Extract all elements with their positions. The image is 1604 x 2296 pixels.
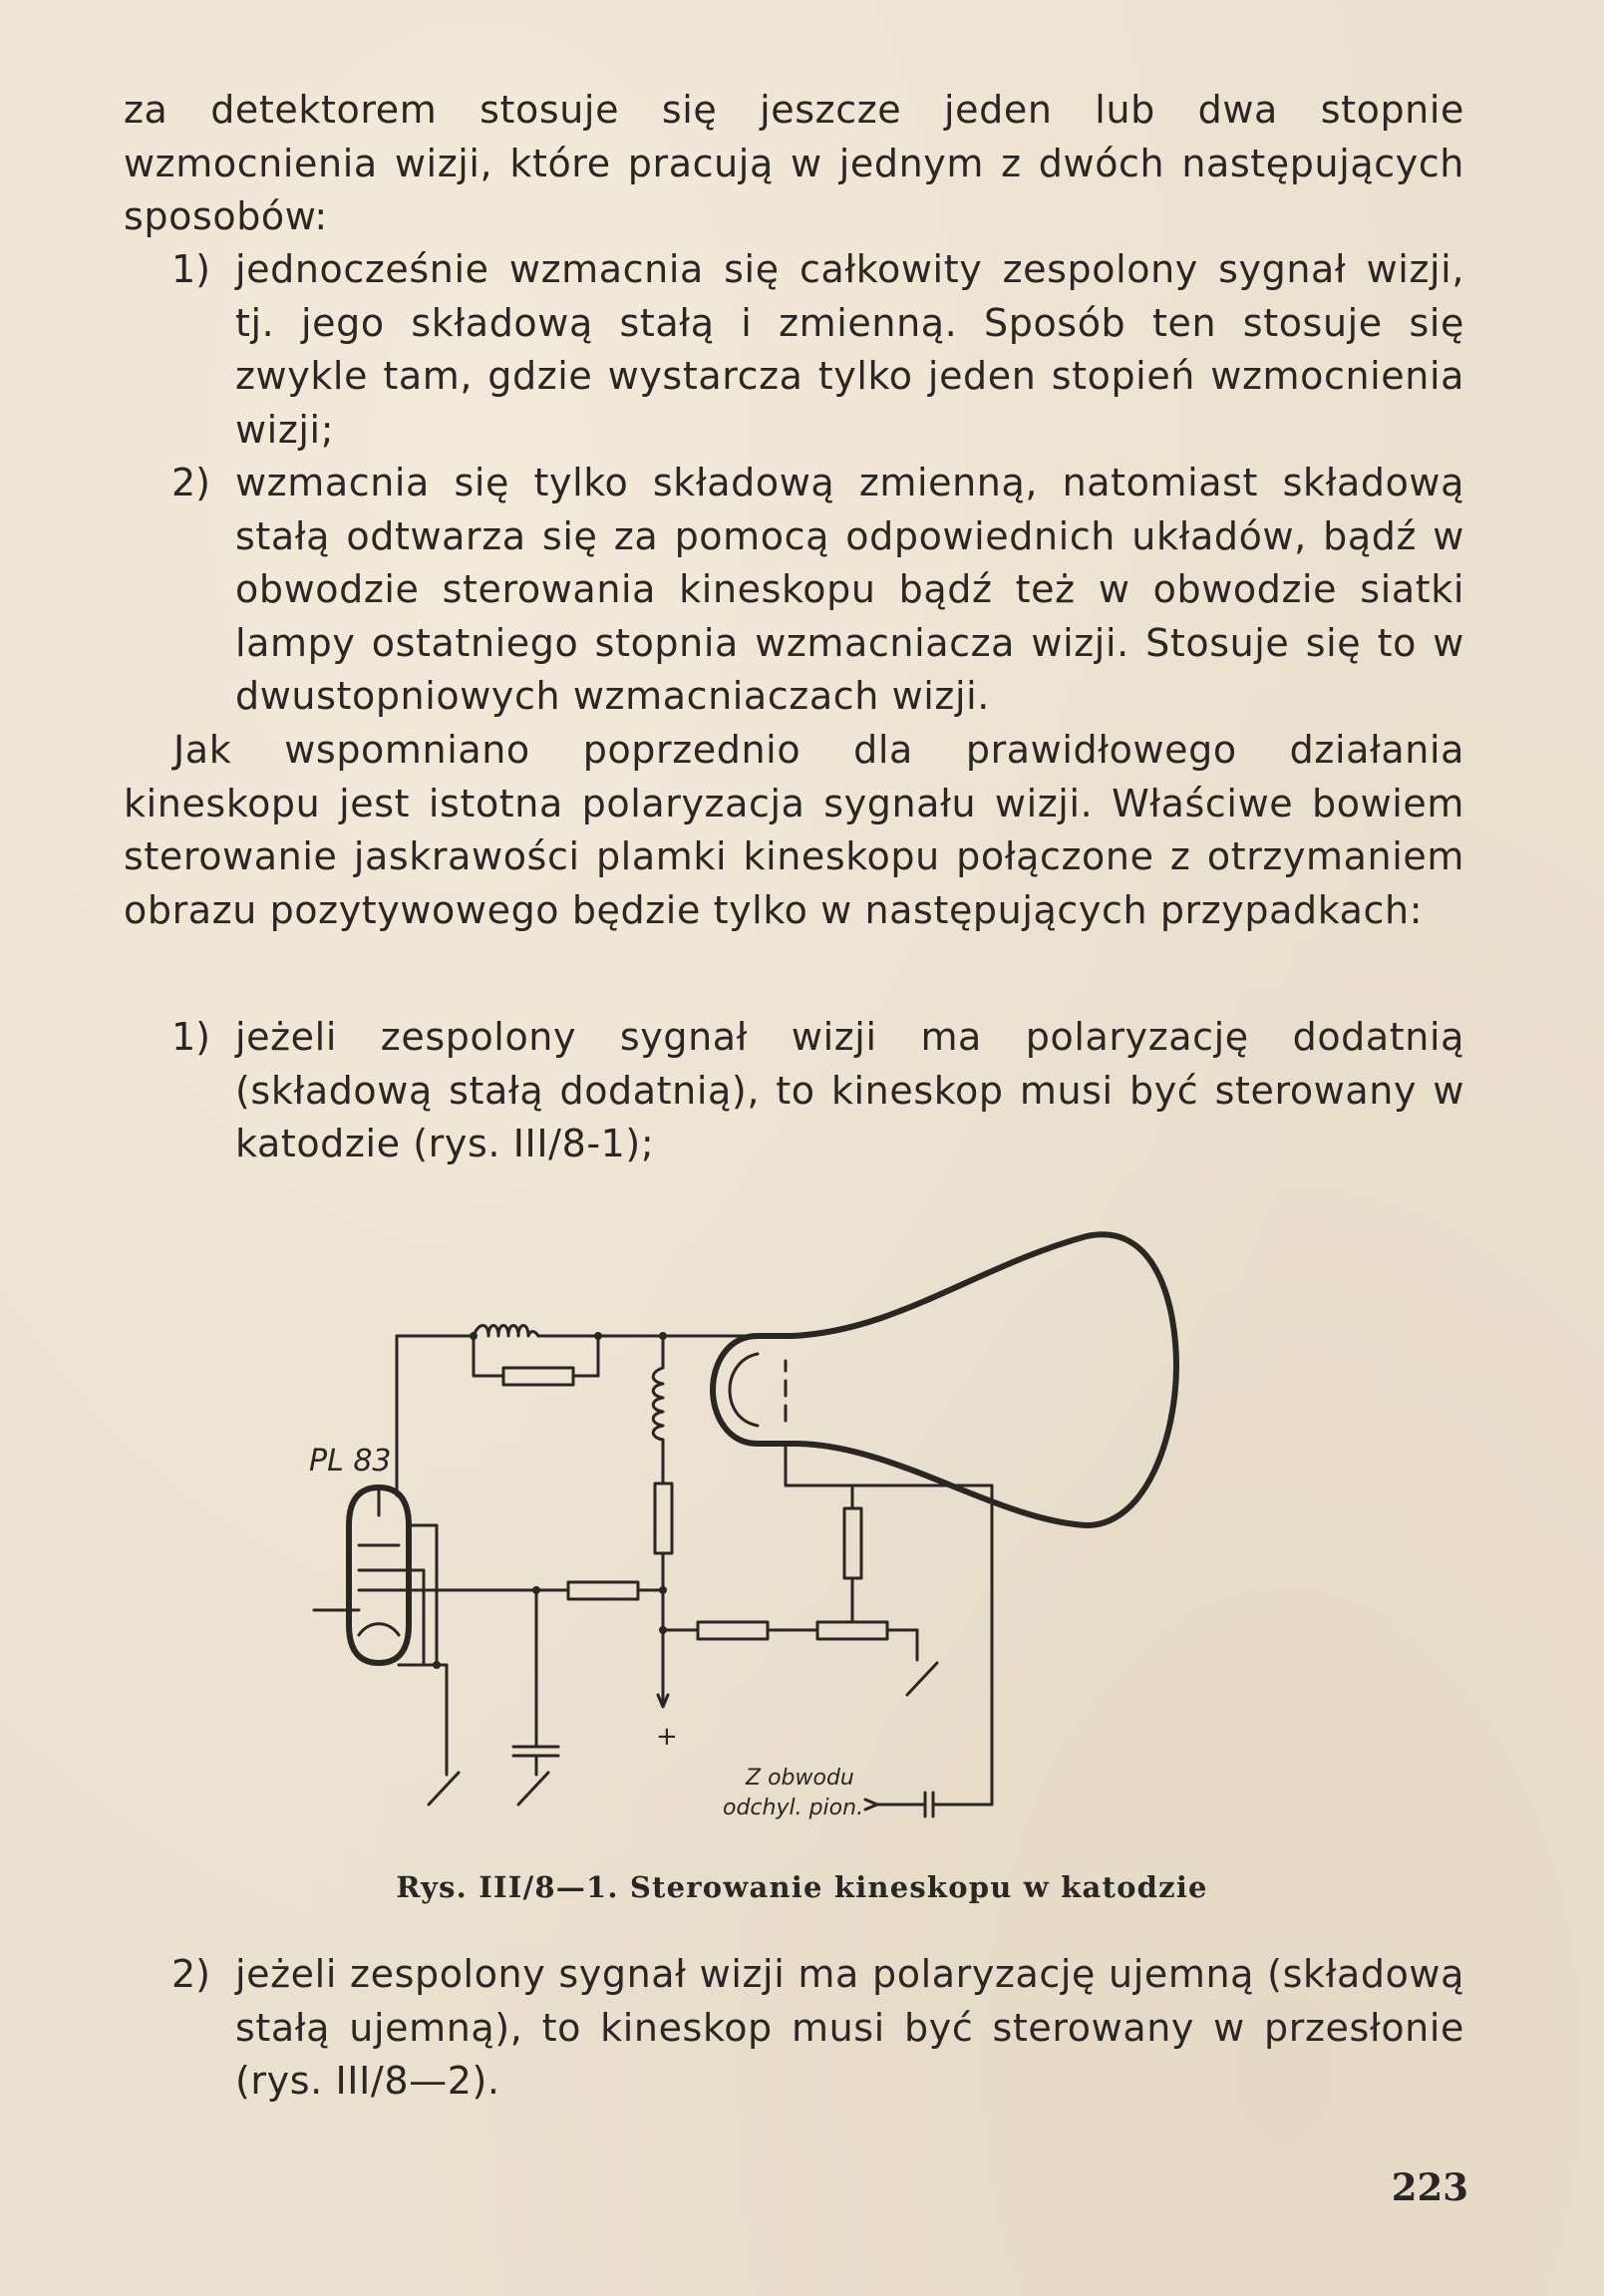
- plus-label: +: [656, 1722, 678, 1752]
- method-1-number: 1): [171, 247, 211, 291]
- tube-cathode: [730, 1354, 758, 1426]
- circuit-diagram: [299, 1226, 1316, 1844]
- page-number: 223: [1391, 2165, 1468, 2209]
- shunt-inductor: [653, 1368, 663, 1440]
- polarization-paragraph: Jak wspomniano poprzednio dla prawidłowego działania kineskopu jest istotna polaryzacja sygnału wizji. Właściwe bowiem sterowanie jaskrawości plamki kineskopu połączone z otrzymaniem obrazu pozytywowego będzie tylko w następujących przypadkach:: [124, 728, 1464, 932]
- source-label-1: Z obwodu: [746, 1766, 854, 1791]
- potentiometer: [817, 1622, 887, 1639]
- case-2-number: 2): [171, 1952, 211, 1996]
- circuit-svg: [299, 1226, 1316, 1844]
- method-2-number: 2): [171, 461, 211, 504]
- case-1-text: jeżeli zespolony sygnał wizji ma polaryzację dodatnią (składową stałą dodatnią), to kineskop musi być sterowany w katodzie (rys. III/8-1);: [235, 1015, 1464, 1165]
- figure-caption: Rys. III/8—1. Sterowanie kineskopu w katodzie: [396, 1870, 1208, 1904]
- grid-resistor: [844, 1508, 861, 1578]
- coupling-resistor: [568, 1582, 638, 1599]
- method-1-text: jednocześnie wzmacnia się całkowity zespolony sygnał wizji, tj. jego składową stałą i zmienną. Sposób ten stosuje się zwykle tam, gdzie wystarcza tylko jeden stopień wzmocnienia wizji;: [235, 247, 1464, 452]
- case-1-number: 1): [171, 1015, 211, 1059]
- load-resistor: [655, 1483, 672, 1553]
- series-inductor: [474, 1326, 538, 1337]
- case-2-text: jeżeli zespolony sygnał wizji ma polaryzację ujemną (składową stałą ujemną), to kineskop musi być sterowany w przesłonie (rys. III/8—2).: [235, 1952, 1464, 2103]
- source-label-2: odchyl. pion.: [723, 1796, 864, 1820]
- divider-resistor: [698, 1622, 768, 1639]
- intro-paragraph: za detektorem stosuje się jeszcze jeden lub dwa stopnie wzmocnienia wizji, które pracują w jednym z dwóch następujących sposobów:: [124, 88, 1464, 238]
- tube-label: PL 83: [309, 1444, 392, 1478]
- picture-tube: [713, 1234, 1176, 1525]
- method-2-text: wzmacnia się tylko składową zmienną, natomiast składową stałą odtwarza się za pomocą odpowiednich układów, bądź w obwodzie sterowania kineskopu bądź też w obwodzie siatki lampy ostatniego stopnia wzmacniacza wizji. Stosuje się to w dwustopniowych wzmacniaczach wizji.: [235, 461, 1464, 718]
- parallel-resistor: [503, 1368, 573, 1385]
